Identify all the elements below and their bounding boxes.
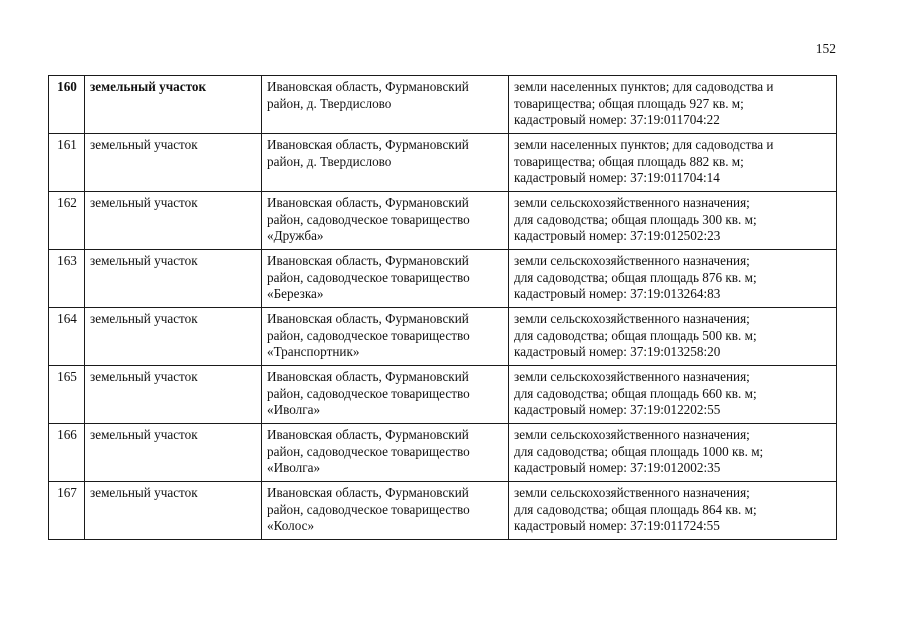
property-location [262,250,509,308]
location-line: Ивановская область, Фурмановский [267,369,469,384]
description-line: земли населенных пунктов; для садоводства и [514,79,774,94]
property-description [509,76,837,134]
property-type: земельный участок [85,192,262,250]
table-row [49,482,837,540]
row-number: 167 [49,482,85,540]
location-line: район, садоводческое товарищество [267,385,470,401]
table-row [49,250,837,308]
table-row [49,366,837,424]
row-number: 162 [49,192,85,250]
location-line: «Березка» [267,286,324,301]
row-number: 161 [49,134,85,192]
description-line: кадастровый номер: 37:19:012502:23 [514,228,721,243]
description-line: для садоводства; общая площадь 300 кв. м; [514,211,757,227]
row-number: 160 [49,76,85,134]
description-line: кадастровый номер: 37:19:011704:22 [514,112,720,127]
property-description [509,308,837,366]
description-line: товарищества; общая площадь 882 кв. м; [514,153,744,169]
row-number: 163 [49,250,85,308]
property-location [262,366,509,424]
property-table [48,75,837,540]
description-line: для садоводства; общая площадь 876 кв. м; [514,269,757,285]
property-description [509,424,837,482]
description-line: для садоводства; общая площадь 864 кв. м; [514,501,757,517]
description-line: кадастровый номер: 37:19:012202:55 [514,402,721,417]
property-type: земельный участок [85,134,262,192]
property-description [509,250,837,308]
property-type: земельный участок [85,250,262,308]
property-description [509,366,837,424]
description-line: кадастровый номер: 37:19:011704:14 [514,170,720,185]
row-number: 166 [49,424,85,482]
page-number: 152 [815,41,836,56]
property-type: земельный участок [85,366,262,424]
property-description [509,192,837,250]
property-location [262,192,509,250]
location-line: Ивановская область, Фурмановский [267,79,469,94]
location-line: «Иволга» [267,460,321,475]
location-line: Ивановская область, Фурмановский [267,137,469,152]
description-line: кадастровый номер: 37:19:013264:83 [514,286,721,301]
location-line: район, садоводческое товарищество [267,501,470,517]
description-line: земли сельскохозяйственного назначения; [514,369,750,384]
location-line: Ивановская область, Фурмановский [267,195,469,210]
table-row [49,76,837,134]
property-type: земельный участок [85,424,262,482]
location-line: район, садоводческое товарищество [267,327,470,343]
location-line: Ивановская область, Фурмановский [267,485,469,500]
description-line: товарищества; общая площадь 927 кв. м; [514,95,744,111]
location-line: Ивановская область, Фурмановский [267,427,469,442]
description-line: земли сельскохозяйственного назначения; [514,311,750,326]
property-description [509,134,837,192]
property-location [262,134,509,192]
property-description [509,482,837,540]
description-line: земли населенных пунктов; для садоводства и [514,137,774,152]
location-line: район, д. Твердислово [267,153,392,169]
property-location [262,76,509,134]
table-row [49,424,837,482]
location-line: «Транспортник» [267,344,360,359]
property-type: земельный участок [85,76,262,134]
description-line: кадастровый номер: 37:19:011724:55 [514,518,720,533]
description-line: земли сельскохозяйственного назначения; [514,253,750,268]
property-location [262,424,509,482]
row-number: 164 [49,308,85,366]
location-line: район, садоводческое товарищество [267,269,470,285]
location-line: район, садоводческое товарищество [267,443,470,459]
location-line: «Дружба» [267,228,324,243]
location-line: «Иволга» [267,402,321,417]
property-type: земельный участок [85,308,262,366]
location-line: «Колос» [267,518,315,533]
description-line: земли сельскохозяйственного назначения; [514,427,750,442]
table-row [49,308,837,366]
description-line: кадастровый номер: 37:19:012002:35 [514,460,721,475]
table-row [49,134,837,192]
location-line: Ивановская область, Фурмановский [267,311,469,326]
row-number: 165 [49,366,85,424]
property-table-body [49,76,837,540]
description-line: для садоводства; общая площадь 660 кв. м; [514,385,757,401]
table-row [49,192,837,250]
property-location [262,482,509,540]
property-type: земельный участок [85,482,262,540]
description-line: для садоводства; общая площадь 1000 кв. м; [514,443,764,459]
description-line: кадастровый номер: 37:19:013258:20 [514,344,721,359]
location-line: район, садоводческое товарищество [267,211,470,227]
description-line: земли сельскохозяйственного назначения; [514,485,750,500]
property-location [262,308,509,366]
location-line: Ивановская область, Фурмановский [267,253,469,268]
location-line: район, д. Твердислово [267,95,392,111]
description-line: земли сельскохозяйственного назначения; [514,195,750,210]
description-line: для садоводства; общая площадь 500 кв. м; [514,327,757,343]
